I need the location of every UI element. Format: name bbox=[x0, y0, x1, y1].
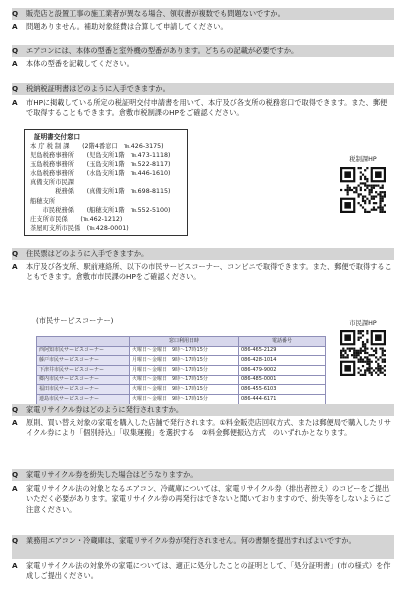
table-cell: 月曜日～金曜日 9時～17時15分 bbox=[130, 356, 239, 366]
certificate-window-box bbox=[24, 129, 188, 236]
table-cell: 086-444-6171 bbox=[239, 395, 326, 405]
box-title: 証明書交付窓口 bbox=[34, 133, 81, 141]
table-cell: 086-428-1014 bbox=[239, 356, 326, 366]
table-cell: 086-455-6103 bbox=[239, 385, 326, 395]
question-1: Q 販売店と設置工事の施工業者が異なる場合、領収書が複数でも問題ないですか。 bbox=[12, 8, 394, 20]
qr-code-tax[interactable] bbox=[340, 167, 386, 213]
table-cell: 月曜日～金曜日 9時～17時15分 bbox=[130, 366, 239, 376]
qr-label-tax: 税制課HP bbox=[349, 156, 377, 163]
qr-code-icon bbox=[340, 330, 386, 376]
question-2: Q エアコンには、本体の型番と室外機の型番があります。どちらの記載が必要ですか。 bbox=[12, 45, 394, 57]
box-row: 茶屋町支所市民係 (℡428-0001) bbox=[30, 225, 129, 232]
table-header-row bbox=[37, 337, 326, 347]
table-cell: 086-479-9002 bbox=[239, 366, 326, 376]
table-cell: 086-485-0001 bbox=[239, 375, 326, 385]
question-7: Q 業務用エアコン・冷蔵庫は、家電リサイクル券が発行されません。何の書類を提出すればよいですか。 bbox=[12, 535, 394, 559]
table-cell: 火曜日～金曜日 9時～17時15分 bbox=[130, 395, 239, 405]
table-row bbox=[37, 375, 326, 385]
service-corner-table bbox=[36, 336, 326, 405]
qr-label-residents: 市民課HP bbox=[349, 320, 377, 327]
table-cell: 連島市民サービスコーナー bbox=[37, 395, 130, 405]
box-row: 船穂支所 bbox=[30, 198, 56, 205]
box-row: 市民税務係 (船穂支所1階 ℡552-5100) bbox=[30, 207, 171, 214]
box-row: 児島税務事務所 (児島支所1階 ℡473-1118) bbox=[30, 152, 171, 159]
service-corner-subtitle: (市民サービスコーナー) bbox=[36, 316, 114, 325]
table-cell: 086-465-2129 bbox=[239, 346, 326, 356]
box-row: 本 庁 税 制 課 (2階4番窓口 ℡426-3175) bbox=[30, 143, 164, 150]
box-row: 真備支所市民課 bbox=[30, 179, 75, 186]
table-row bbox=[37, 395, 326, 405]
table-cell: 下津井市民サービスコーナー bbox=[37, 366, 130, 376]
table-cell: 西阿知市民サービスコーナー bbox=[37, 346, 130, 356]
box-row: 庄支所市民係 (℡462-1212) bbox=[30, 216, 123, 223]
table-cell: 藤戸市民サービスコーナー bbox=[37, 356, 130, 366]
answer-3: A 市HPに掲載している所定の税証明交付申請書を用いて、本庁及び各支所の税務窓口で取得できます。また、郵便で取得することもできます。倉敷市税制課のHPをご確認ください。 bbox=[12, 98, 388, 118]
table-header bbox=[37, 337, 130, 347]
table-cell: 郷内市民サービスコーナー bbox=[37, 375, 130, 385]
table-cell: 火曜日～金曜日 9時～17時15分 bbox=[130, 346, 239, 356]
table-row bbox=[37, 356, 326, 366]
table-cell: 福田市民サービスコーナー bbox=[37, 385, 130, 395]
box-row: 税務係 (真備支所1階 ℡698-8115) bbox=[30, 188, 171, 195]
question-4: Q 住民票はどのように入手できますか。 bbox=[12, 248, 394, 260]
table-header: 窓口利用日時 bbox=[130, 337, 239, 347]
answer-7: A 家電リサイクル法の対象外の家電については、適正に処分したことの証明として、「処分証明書」(市の様式）を作成しご提出ください。 bbox=[12, 561, 391, 581]
question-3: Q 税納税証明書はどのように入手できますか。 bbox=[12, 83, 394, 95]
answer-6: A 家電リサイクル法の対象となるエアコン、冷蔵庫については、家電リサイクル券（排出者控え）のコピーをご提出いただく必要があります。家電リサイクル券の再発行はできないと聞いておりますので、紛失等をしないようにご注意ください。 bbox=[12, 484, 391, 514]
table-cell: 火曜日～金曜日 9時～17時15分 bbox=[130, 375, 239, 385]
table-row bbox=[37, 346, 326, 356]
box-row: 玉島税務事務所 (玉島支所1階 ℡522-8117) bbox=[30, 161, 171, 168]
question-5: Q 家電リサイクル券はどのように発行されますか。 bbox=[12, 404, 394, 416]
table-header: 電話番号 bbox=[239, 337, 326, 347]
table-cell: 火曜日～金曜日 9時～17時15分 bbox=[130, 385, 239, 395]
qr-code-icon bbox=[340, 167, 386, 213]
answer-4: A 本庁及び各支所、駅前連絡所、以下の市民サービスコーナー、コンビニで取得できます。また、郵便で取得することもできます。倉敷市市民課のHPをご確認ください。 bbox=[12, 262, 392, 282]
qr-code-residents[interactable] bbox=[340, 330, 386, 376]
answer-2: A 本体の型番を記載してください。 bbox=[12, 59, 134, 68]
table-row bbox=[37, 385, 326, 395]
table-row bbox=[37, 366, 326, 376]
question-6: Q 家電リサイクル券を紛失した場合はどうなりますか。 bbox=[12, 469, 394, 481]
answer-5: A 原則、買い替え対象の家電を購入した店舗で発行されます。①料金販売店回収方式、または郵便局で購入したリサイクル券により「個別持込」「収集運搬」を選択する ②料金郵便振込方式 のいずれかとなります。 bbox=[12, 418, 392, 438]
box-row: 水島税務事務所 (水島支所1階 ℡446-1610) bbox=[30, 170, 171, 177]
answer-1: A 問題ありません。補助対象経費は合算して申請してください。 bbox=[12, 22, 228, 31]
